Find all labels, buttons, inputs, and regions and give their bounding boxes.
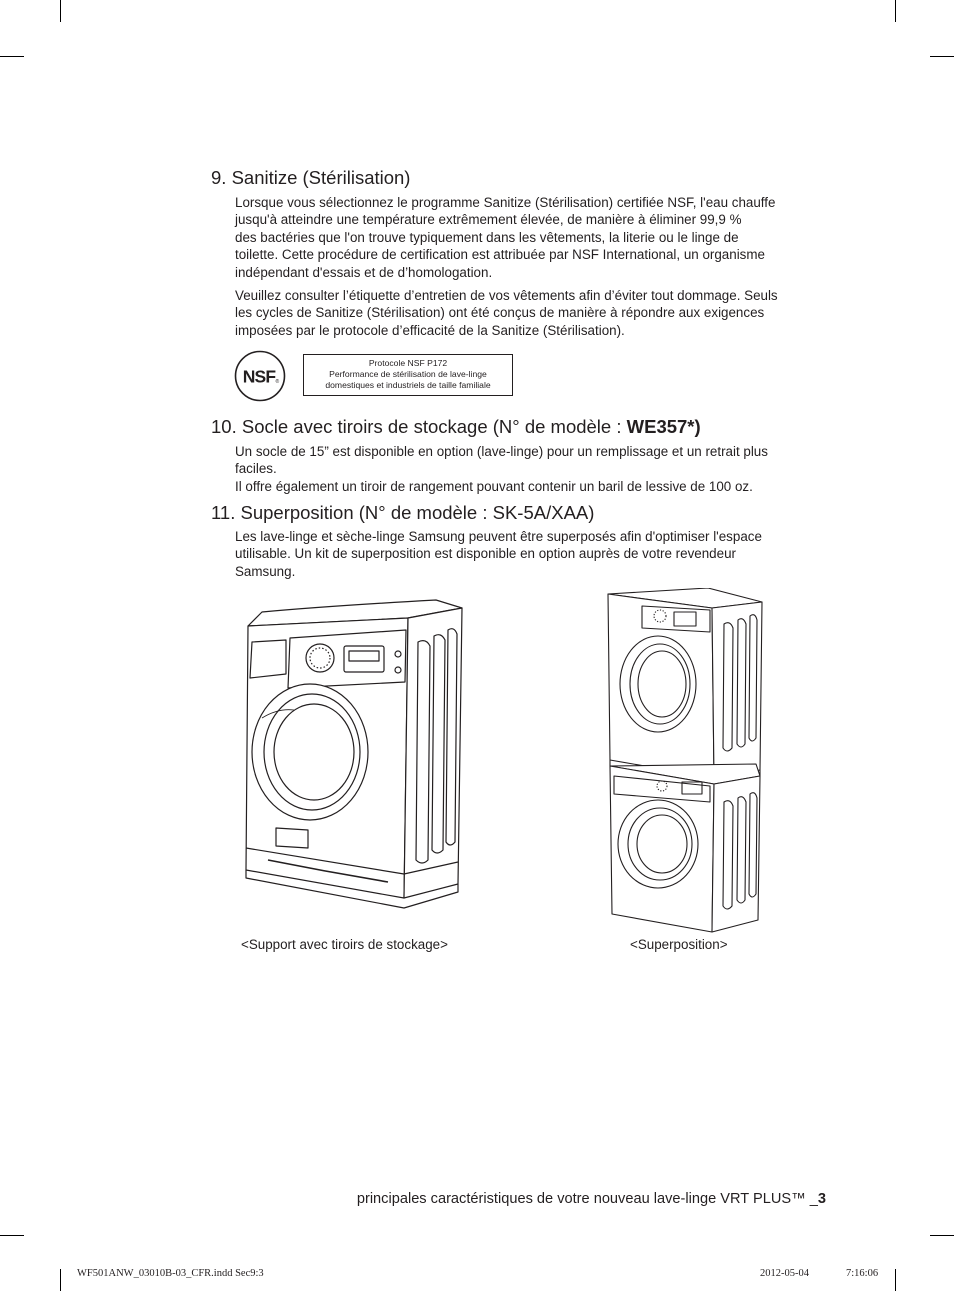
- crop-mark: [60, 1269, 61, 1291]
- slug-filename: WF501ANW_03010B-03_CFR.indd Sec9:3: [77, 1268, 264, 1279]
- stacking-caption: <Superposition>: [630, 937, 728, 952]
- crop-mark: [895, 0, 896, 22]
- model-number: WE357*): [626, 416, 701, 437]
- nsf-logo: [234, 350, 286, 402]
- crop-mark: [0, 56, 24, 57]
- section-10-paragraph: Un socle de 15” est disponible en option (lave-linge) pour un remplissage et un retrait plus faciles. Il offre également un tiroir de rangement pouvant contenir un baril de lessive de 100 oz.: [235, 444, 768, 494]
- pedestal-caption: <Support avec tiroirs de stockage>: [241, 937, 448, 952]
- section-11-paragraph: Les lave-linge et sèche-linge Samsung peuvent être superposés afin d'optimiser l'espace utilisable. Un kit de superposition est disponible en option auprès de votre revendeur Samsung.: [235, 529, 762, 579]
- section-10-title: 10. Socle avec tiroirs de stockage (N° de modèle : WE357*): [211, 416, 701, 437]
- section-9-paragraph-1: Lorsque vous sélectionnez le programme Sanitize (Stérilisation) certifiée NSF, l'eau chauffe jusqu'à atteindre une température extrêmement élevée, de manière à éliminer 99,9 % des bactéries que l'on trouve typiquement dans les vêtements, la literie ou le linge de toilette. Cette procédure de certification est attribuée par NSF International, un organisme indépendant d'essais et de d’homologation.: [235, 195, 776, 280]
- svg-text:NSF: NSF: [242, 366, 276, 387]
- nsf-protocol-box: Protocole NSF P172 Performance de stérilisation de lave-linge domestiques et industriels de taille familiale: [303, 354, 513, 396]
- slug-time: 7:16:06: [846, 1268, 879, 1279]
- section-9-paragraph-2: Veuillez consulter l’étiquette d’entretien de vos vêtements afin d’éviter tout dommage. Seuls les cycles de Sanitize (Stérilisation) ont été conçus de manière à répondre aux exigences imposées par le protocole d’efficacité de la Sanitize (Stérilisation).: [235, 288, 778, 338]
- crop-mark: [930, 1235, 954, 1236]
- svg-text:®: ®: [275, 379, 280, 385]
- page-number: 3: [817, 1191, 826, 1207]
- stacked-washer-dryer-illustration: [602, 588, 768, 939]
- crop-mark: [895, 1269, 896, 1291]
- section-11-title: 11. Superposition (N° de modèle : SK-5A/XAA): [211, 502, 595, 523]
- crop-mark: [60, 0, 61, 22]
- washer-on-pedestal-illustration: [238, 598, 468, 935]
- section-9-title: 9. Sanitize (Stérilisation): [211, 167, 411, 188]
- page-footer: principales caractéristiques de votre nouveau lave-linge VRT PLUS™ _3: [356, 1191, 826, 1207]
- slug-date: 2012-05-04: [760, 1268, 809, 1279]
- crop-mark: [0, 1235, 24, 1236]
- crop-mark: [930, 56, 954, 57]
